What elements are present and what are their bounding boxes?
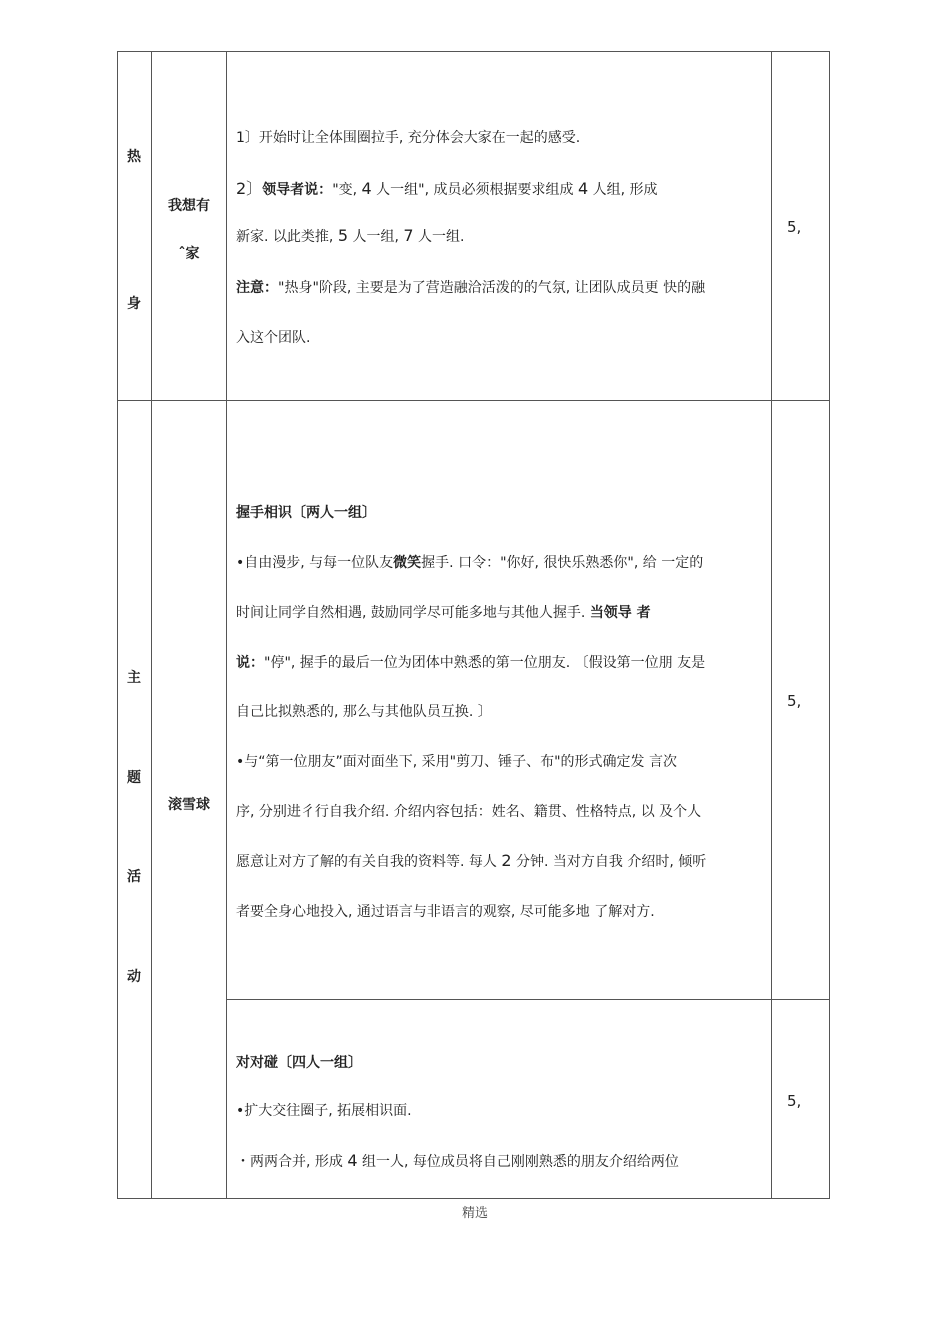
text-segment: ・两两合并, 形成: [236, 1154, 348, 1170]
handshake-line: •与“第一位朋友”面对面坐下, 采用"剪刀、锤子、布"的形式确定发 言次: [236, 754, 677, 770]
text-segment: 人一组,: [348, 229, 404, 245]
text-segment: 人组, 形成: [588, 182, 658, 198]
text-segment: 人一组", 成员必须根据要求组成: [371, 182, 578, 198]
number: 7: [403, 226, 414, 245]
smile-emphasis: 微笑: [393, 555, 422, 571]
text-segment: 握手. 口令："你好, 很快乐熟悉你", 给 一定的: [421, 555, 704, 571]
text-segment: "热身"阶段, 主要是为了营造融洽活泼的的气氛, 让团队成员更 快的融: [278, 280, 706, 296]
page-footer: 精选: [461, 1206, 488, 1221]
handshake-line: [236, 602, 651, 622]
time-value: 5,: [787, 692, 802, 710]
stage-label-char: 动: [127, 969, 141, 985]
text-segment: 新家. 以此类推,: [236, 229, 338, 245]
handshake-line: [236, 652, 705, 672]
table-border-subrow: [226, 999, 830, 1000]
warmup-note-cont: 入这个团队.: [236, 330, 311, 346]
note-label: 注意：: [236, 280, 278, 296]
stage-label-char: 题: [127, 770, 141, 786]
text-segment: "变,: [332, 182, 362, 198]
table-border-top: [117, 51, 830, 52]
stage-label-char: 活: [127, 869, 141, 885]
time-value: 5,: [787, 218, 802, 236]
stage-label-char: 身: [127, 296, 141, 312]
section-title-pairing: 对对碰〔四人一组〕: [236, 1055, 362, 1071]
number: 4: [577, 179, 589, 198]
stage-label-char: 主: [127, 670, 141, 686]
table-border-row1: [117, 400, 830, 401]
handshake-line: [236, 851, 706, 871]
table-border-col3: [771, 51, 772, 1199]
number: 2: [501, 851, 512, 870]
activity-name-cont: ˆ家: [178, 246, 200, 262]
activity-name: 我想有: [168, 198, 210, 214]
warmup-step-1: 1〕开始时让全体围圈拉手, 充分体会大家在一起的感受.: [236, 130, 581, 146]
number: 5: [337, 226, 348, 245]
leader-emphasis: 当领导 者: [589, 605, 651, 621]
table-border-col2: [226, 51, 227, 1199]
handshake-line: 序, 分别进彳行自我介绍. 介绍内容包括：姓名、籍贯、性格特点, 以 及个人: [236, 804, 702, 820]
text-segment: 组一人, 每位成员将自己刚刚熟悉的朋友介绍给两位: [357, 1154, 679, 1170]
warmup-step-2-cont: [236, 226, 464, 246]
text-segment: 时间让同学自然相遇, 鼓励同学尽可能多地与其他人握手.: [236, 605, 590, 621]
stage-label-char: 热: [127, 149, 141, 165]
pairing-line: •扩大交往圈子, 拓展相识面.: [236, 1103, 412, 1119]
text-segment: 分钟. 当对方自我 介绍时, 倾听: [511, 854, 707, 870]
text-segment: •自由漫步, 与每一位队友: [236, 555, 394, 571]
pairing-line: [236, 1151, 679, 1171]
activity-name: 滚雪球: [168, 797, 210, 813]
table-border-col4: [829, 51, 830, 1199]
leader-says-label: 领导者说：: [262, 182, 333, 198]
table-border-col1: [151, 51, 152, 1199]
warmup-note: [236, 277, 705, 297]
says-emphasis: 说：: [236, 655, 264, 671]
table-border-bottom: [117, 1198, 830, 1199]
time-value: 5,: [787, 1092, 802, 1110]
table-border-col0: [117, 51, 118, 1199]
text-segment: "停", 握手的最后一位为团体中熟悉的第一位朋友. 〔假设第一位朋 友是: [264, 655, 706, 671]
section-title-handshake: 握手相识〔两人一组〕: [236, 505, 376, 521]
text-segment: 人一组.: [413, 229, 465, 245]
number: 4: [347, 1151, 358, 1170]
text-segment: 愿意让对方了解的有关自我的资料等. 每人: [236, 854, 502, 870]
handshake-line: 者要全身心地投入, 通过语言与非语言的观察, 尽可能多地 了解对方.: [236, 904, 655, 920]
number: 4: [361, 179, 372, 198]
step-number: 2〕: [236, 179, 263, 198]
handshake-line: 自己比拟熟悉的, 那么与其他队员互换. 〕: [236, 704, 492, 720]
handshake-line: [236, 552, 703, 572]
warmup-step-2: [236, 176, 658, 199]
